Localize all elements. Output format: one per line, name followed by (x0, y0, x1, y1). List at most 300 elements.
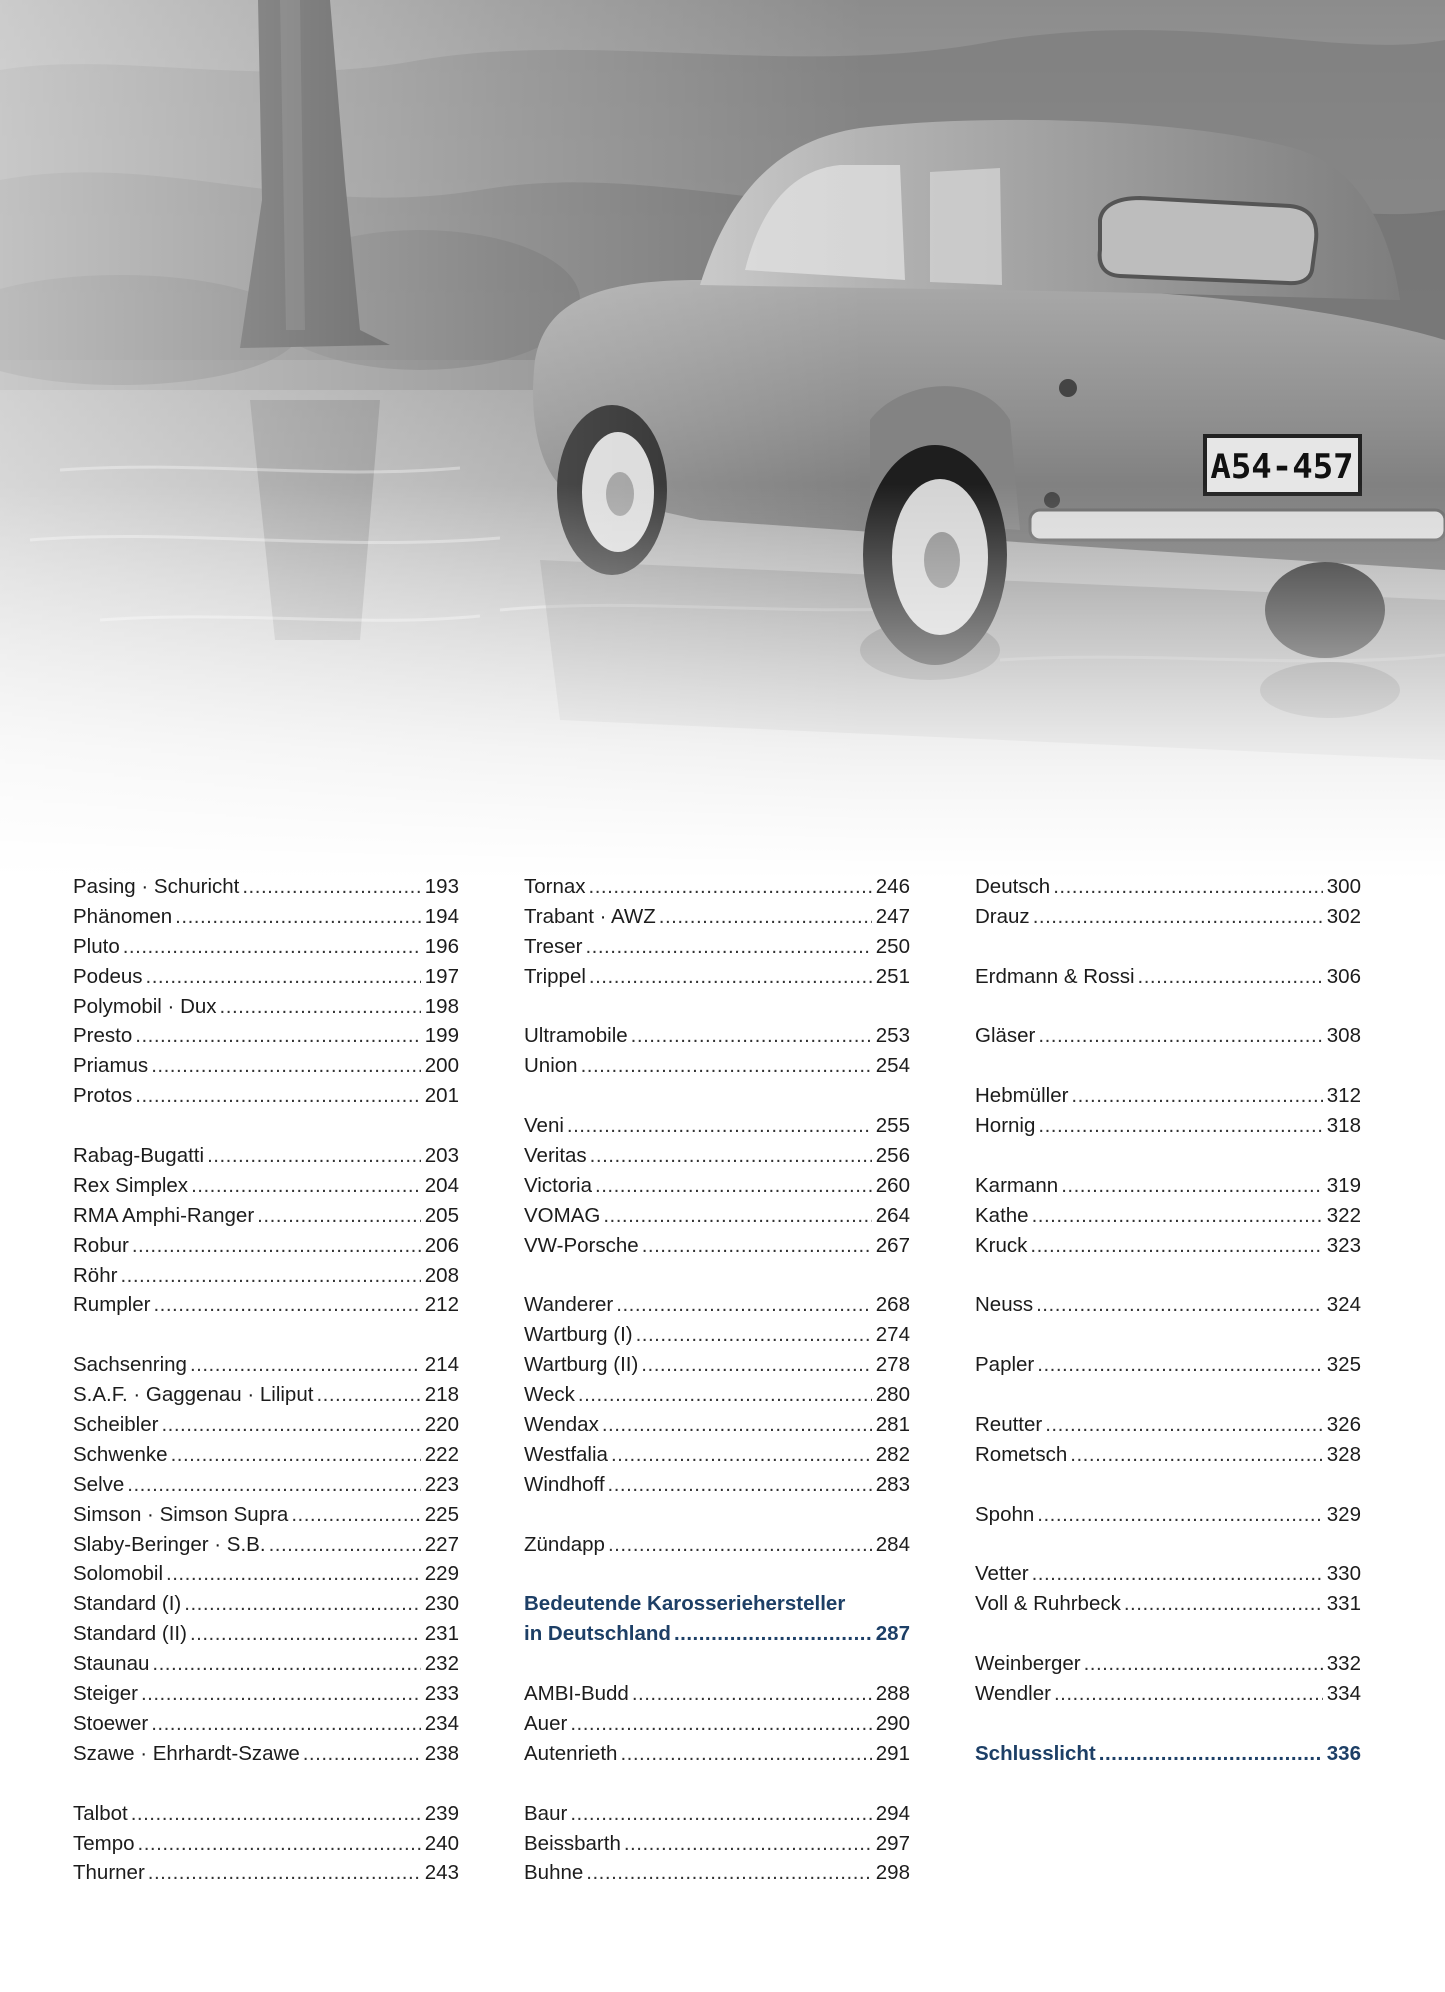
toc-entry-name: Stoewer (73, 1711, 149, 1735)
toc-entry-page: 278 (875, 1353, 910, 1377)
toc-entry-page: 200 (424, 1054, 459, 1078)
toc-spacer (975, 1380, 1361, 1410)
toc-entry-name: Schwenke (73, 1442, 168, 1466)
toc-entry-page: 268 (875, 1293, 910, 1317)
toc-entry (73, 1589, 459, 1619)
toc-entry-page: 260 (875, 1173, 910, 1197)
toc-entry (975, 1081, 1361, 1111)
toc-leader-dots (171, 1440, 421, 1470)
toc-entry-page: 238 (424, 1741, 459, 1765)
toc-leader-dots (602, 1410, 872, 1440)
toc-entry-page: 282 (875, 1442, 910, 1466)
toc-entry-page: 247 (875, 904, 910, 928)
toc-leader-dots (242, 872, 420, 902)
toc-entry (524, 1111, 910, 1141)
toc-entry (975, 1231, 1361, 1261)
toc-spacer (73, 1111, 459, 1141)
toc-spacer (975, 1619, 1361, 1649)
toc-spacer (524, 992, 910, 1022)
toc-leader-dots (589, 962, 872, 992)
toc-entry-page: 319 (1326, 1173, 1361, 1197)
toc-leader-dots (595, 1171, 872, 1201)
toc-leader-dots (586, 1858, 872, 1888)
toc-entry-name: Protos (73, 1084, 133, 1108)
toc-entry-name: Trabant · AWZ (524, 904, 656, 928)
toc-section-heading (524, 1589, 910, 1619)
toc-entry-name: Polymobil · Dux (73, 994, 217, 1018)
toc-entry-page: 287 (875, 1622, 910, 1646)
toc-entry (524, 1530, 910, 1560)
toc-entry (73, 1021, 459, 1051)
toc-leader-dots (151, 1709, 421, 1739)
toc-entry (73, 962, 459, 992)
toc-entry-page: 284 (875, 1532, 910, 1556)
toc-entry (524, 1470, 910, 1500)
toc-leader-dots (1037, 1500, 1323, 1530)
toc-leader-dots (269, 1530, 421, 1560)
toc-entry (975, 1440, 1361, 1470)
toc-entry-page: 243 (424, 1861, 459, 1885)
toc-leader-dots (1084, 1649, 1323, 1679)
toc-entry (73, 1350, 459, 1380)
toc-entry-page: 218 (424, 1383, 459, 1407)
toc-leader-dots (608, 1470, 872, 1500)
toc-entry (524, 1141, 910, 1171)
toc-leader-dots (151, 1051, 421, 1081)
toc-leader-dots (1124, 1589, 1323, 1619)
toc-entry (73, 1171, 459, 1201)
toc-entry (524, 1231, 910, 1261)
car-photo-illustration (0, 0, 1445, 880)
toc-entry-name: Hebmüller (975, 1084, 1069, 1108)
toc-entry-page: 300 (1326, 875, 1361, 898)
toc-entry-page: 322 (1326, 1203, 1361, 1227)
toc-entry-page: 206 (424, 1233, 459, 1257)
toc-entry-name: Steiger (73, 1682, 138, 1706)
toc-leader-dots (616, 1290, 872, 1320)
toc-spacer (524, 1081, 910, 1111)
toc-entry-page: 229 (424, 1562, 459, 1586)
toc-leader-dots (148, 1858, 421, 1888)
toc-entry-name: VOMAG (524, 1203, 601, 1227)
toc-entry-page: 334 (1326, 1682, 1361, 1706)
toc-leader-dots (152, 1649, 420, 1679)
toc-leader-dots (132, 1231, 421, 1261)
toc-entry (73, 1141, 459, 1171)
toc-entry-page: 214 (424, 1353, 459, 1377)
toc-entry (975, 1739, 1361, 1769)
toc-entry-name: Podeus (73, 964, 143, 988)
toc-entry (73, 1231, 459, 1261)
toc-leader-dots (190, 1350, 421, 1380)
toc-entry-name: Reutter (975, 1413, 1043, 1437)
toc-entry (73, 1440, 459, 1470)
toc-entry-page: 196 (424, 934, 459, 958)
toc-column-1 (73, 872, 459, 1888)
toc-entry (524, 1619, 910, 1649)
toc-entry (73, 1081, 459, 1111)
toc-entry-page: 253 (875, 1024, 910, 1048)
toc-entry (524, 1380, 910, 1410)
toc-entry-name: Bedeutende Karosseriehersteller (524, 1592, 846, 1616)
toc-entry-name: Thurner (73, 1861, 145, 1885)
toc-entry-page: 239 (424, 1801, 459, 1825)
toc-entry-page: 294 (875, 1801, 910, 1825)
toc-entry-page: 250 (875, 934, 910, 958)
toc-entry-name: Wendler (975, 1682, 1051, 1706)
toc-entry-page: 233 (424, 1682, 459, 1706)
toc-spacer (975, 1709, 1361, 1739)
toc-entry-page: 306 (1326, 964, 1361, 988)
toc-leader-dots (611, 1440, 872, 1470)
toc-entry-page: 240 (424, 1831, 459, 1855)
toc-spacer (975, 1320, 1361, 1350)
toc-entry (73, 902, 459, 932)
toc-entry (73, 1201, 459, 1231)
toc-entry-page: 331 (1326, 1592, 1361, 1616)
toc-entry (975, 1500, 1361, 1530)
toc-spacer (975, 1051, 1361, 1081)
toc-spacer (73, 1320, 459, 1350)
toc-entry-page: 193 (424, 875, 459, 898)
toc-entry-name: Neuss (975, 1293, 1034, 1317)
toc-entry (73, 1619, 459, 1649)
toc-entry-page: 274 (875, 1323, 910, 1347)
toc-entry-page: 204 (424, 1173, 459, 1197)
toc-leader-dots (141, 1679, 421, 1709)
toc-entry-name: Spohn (975, 1502, 1035, 1526)
toc-entry-page: 302 (1326, 904, 1361, 928)
toc-spacer (975, 1141, 1361, 1171)
toc-entry (975, 1559, 1361, 1589)
toc-entry (524, 1021, 910, 1051)
toc-entry-name: Presto (73, 1024, 133, 1048)
toc-entry-name: Beissbarth (524, 1831, 621, 1855)
toc-entry-name: VW-Porsche (524, 1233, 639, 1257)
toc-entry-page: 264 (875, 1203, 910, 1227)
toc-entry (73, 992, 459, 1022)
toc-entry (73, 1530, 459, 1560)
toc-entry-page: 326 (1326, 1413, 1361, 1437)
toc-entry-page: 290 (875, 1711, 910, 1735)
toc-entry-name: RMA Amphi-Ranger (73, 1203, 255, 1227)
toc-spacer (975, 1261, 1361, 1291)
toc-entry-name: Gläser (975, 1024, 1036, 1048)
toc-spacer (73, 1769, 459, 1799)
toc-entry-name: Kruck (975, 1233, 1028, 1257)
toc-entry (524, 1051, 910, 1081)
toc-leader-dots (120, 1261, 420, 1291)
toc-leader-dots (674, 1619, 872, 1649)
toc-entry-page: 246 (875, 875, 910, 898)
toc-leader-dots (175, 902, 421, 932)
toc-entry (73, 1290, 459, 1320)
toc-entry-page: 324 (1326, 1293, 1361, 1317)
toc-entry (73, 1410, 459, 1440)
toc-spacer (524, 1559, 910, 1589)
toc-spacer (524, 1649, 910, 1679)
toc-entry-name: Röhr (73, 1263, 118, 1287)
toc-entry (975, 1649, 1361, 1679)
toc-leader-dots (191, 1171, 421, 1201)
toc-entry-name: Talbot (73, 1801, 128, 1825)
toc-entry (975, 1679, 1361, 1709)
toc-entry-page: 312 (1326, 1084, 1361, 1108)
toc-entry-page: 298 (875, 1861, 910, 1885)
toc-entry-page: 283 (875, 1472, 910, 1496)
toc-entry (524, 1739, 910, 1769)
toc-entry-name: Karmann (975, 1173, 1059, 1197)
toc-entry (975, 872, 1361, 902)
toc-entry-name: Staunau (73, 1652, 150, 1676)
toc-entry (975, 962, 1361, 992)
toc-leader-dots (608, 1530, 872, 1560)
toc-entry-page: 329 (1326, 1502, 1361, 1526)
toc-entry-name: Weck (524, 1383, 575, 1407)
toc-entry-name: Auer (524, 1711, 568, 1735)
toc-entry (524, 1799, 910, 1829)
toc-entry-name: Phänomen (73, 904, 173, 928)
toc-entry-page: 254 (875, 1054, 910, 1078)
toc-entry-name: Treser (524, 934, 583, 958)
toc-leader-dots (620, 1739, 871, 1769)
toc-entry (524, 872, 910, 902)
toc-entry (73, 1470, 459, 1500)
toc-entry-page: 203 (424, 1144, 459, 1168)
toc-entry-name: in Deutschland (524, 1622, 671, 1646)
toc-entry-page: 220 (424, 1413, 459, 1437)
toc-entry (975, 902, 1361, 932)
toc-entry-page: 288 (875, 1682, 910, 1706)
toc-entry-name: Rex Simplex (73, 1173, 189, 1197)
toc-entry (524, 1320, 910, 1350)
toc-entry (73, 872, 459, 902)
toc-entry (73, 1559, 459, 1589)
toc-entry (73, 1261, 459, 1291)
toc-leader-dots (1036, 1290, 1323, 1320)
toc-entry-name: Simson · Simson Supra (73, 1502, 289, 1526)
toc-entry-page: 212 (424, 1293, 459, 1317)
toc-entry (524, 962, 910, 992)
toc-entry-page: 199 (424, 1024, 459, 1048)
toc-leader-dots (570, 1799, 871, 1829)
toc-leader-dots (642, 1231, 872, 1261)
toc-entry-page: 194 (424, 904, 459, 928)
toc-entry-name: Standard (I) (73, 1592, 182, 1616)
toc-entry-page: 308 (1326, 1024, 1361, 1048)
toc-entry-name: Rometsch (975, 1442, 1068, 1466)
toc-entry (73, 1051, 459, 1081)
toc-leader-dots (1032, 1559, 1323, 1589)
toc-spacer (975, 932, 1361, 962)
toc-leader-dots (161, 1410, 420, 1440)
toc-leader-dots (567, 1111, 872, 1141)
toc-leader-dots (166, 1559, 421, 1589)
toc-entry-name: Vetter (975, 1562, 1029, 1586)
toc-entry (73, 1649, 459, 1679)
toc-leader-dots (641, 1350, 871, 1380)
toc-entry-page: 336 (1326, 1741, 1361, 1765)
toc-leader-dots (589, 872, 872, 902)
toc-leader-dots (127, 1470, 421, 1500)
toc-entry-name: Victoria (524, 1173, 592, 1197)
toc-leader-dots (581, 1051, 872, 1081)
toc-entry (975, 1201, 1361, 1231)
toc-entry-page: 291 (875, 1741, 910, 1765)
toc-entry-name: Hornig (975, 1114, 1036, 1138)
toc-entry-page: 225 (424, 1502, 459, 1526)
toc-entry (975, 1290, 1361, 1320)
toc-entry-name: Pluto (73, 934, 120, 958)
toc-entry-name: Standard (II) (73, 1622, 187, 1646)
toc-leader-dots (624, 1829, 872, 1859)
toc-entry-page: 255 (875, 1114, 910, 1138)
toc-entry-page: 280 (875, 1383, 910, 1407)
toc-entry-page: 222 (424, 1442, 459, 1466)
toc-entry (524, 1829, 910, 1859)
toc-entry-name: Robur (73, 1233, 129, 1257)
toc-leader-dots (303, 1739, 421, 1769)
toc-entry-page: 234 (424, 1711, 459, 1735)
toc-entry-name: Ultramobile (524, 1024, 628, 1048)
toc-entry-page: 297 (875, 1831, 910, 1855)
toc-leader-dots (636, 1320, 872, 1350)
toc-entry-name: Baur (524, 1801, 568, 1825)
toc-entry-name: Pasing · Schuricht (73, 875, 240, 898)
toc-entry-name: Autenrieth (524, 1741, 618, 1765)
toc-leader-dots (184, 1589, 421, 1619)
toc-spacer (524, 1500, 910, 1530)
toc-entry (73, 1829, 459, 1859)
toc-entry-name: Zündapp (524, 1532, 605, 1556)
toc-entry (73, 1709, 459, 1739)
toc-leader-dots (190, 1619, 421, 1649)
toc-entry-name: Kathe (975, 1203, 1029, 1227)
toc-entry (73, 1679, 459, 1709)
toc-leader-dots (138, 1829, 421, 1859)
toc-entry-name: Szawe · Ehrhardt-Szawe (73, 1741, 300, 1765)
toc-entry-page: 201 (424, 1084, 459, 1108)
toc-leader-dots (1030, 1231, 1322, 1261)
toc-leader-dots (570, 1709, 871, 1739)
toc-leader-dots (1071, 1081, 1322, 1111)
toc-column-3 (975, 872, 1361, 1769)
toc-leader-dots (590, 1141, 872, 1171)
toc-entry-page: 223 (424, 1472, 459, 1496)
toc-leader-dots (1099, 1739, 1323, 1769)
toc-leader-dots (291, 1500, 420, 1530)
toc-spacer (975, 1530, 1361, 1560)
toc-leader-dots (1061, 1171, 1323, 1201)
toc-leader-dots (1070, 1440, 1323, 1470)
toc-entry-name: Schlusslicht (975, 1741, 1096, 1765)
toc-entry (524, 1410, 910, 1440)
toc-column-2 (524, 872, 910, 1888)
toc-entry (524, 1201, 910, 1231)
toc-entry-name: Priamus (73, 1054, 149, 1078)
toc-entry-page: 251 (875, 964, 910, 988)
toc-entry (524, 902, 910, 932)
toc-entry-name: Rumpler (73, 1293, 151, 1317)
toc-entry-page: 232 (424, 1652, 459, 1676)
toc-leader-dots (146, 962, 421, 992)
toc-entry-name: Veni (524, 1114, 564, 1138)
toc-entry-page: 205 (424, 1203, 459, 1227)
toc-entry-name: Voll & Ruhrbeck (975, 1592, 1121, 1616)
toc-entry (524, 1171, 910, 1201)
toc-entry (975, 1350, 1361, 1380)
toc-entry (975, 1111, 1361, 1141)
toc-entry (975, 1410, 1361, 1440)
toc-leader-dots (1138, 962, 1323, 992)
toc-entry-page: 230 (424, 1592, 459, 1616)
toc-leader-dots (1038, 1111, 1322, 1141)
toc-leader-dots (1053, 872, 1323, 902)
toc-entry-page: 328 (1326, 1442, 1361, 1466)
toc-leader-dots (603, 1201, 871, 1231)
toc-entry-page: 318 (1326, 1114, 1361, 1138)
toc-leader-dots (1037, 1350, 1323, 1380)
toc-leader-dots (207, 1141, 421, 1171)
toc-spacer (524, 1769, 910, 1799)
toc-entry-page: 267 (875, 1233, 910, 1257)
toc-entry (524, 932, 910, 962)
toc-spacer (524, 1261, 910, 1291)
toc-entry-name: Selve (73, 1472, 125, 1496)
toc-leader-dots (1033, 902, 1323, 932)
toc-entry-name: Deutsch (975, 875, 1051, 898)
toc-leader-dots (1032, 1201, 1323, 1231)
toc-leader-dots (257, 1201, 421, 1231)
toc-entry-page: 281 (875, 1413, 910, 1437)
toc-entry-name: Buhne (524, 1861, 584, 1885)
toc-entry-name: Union (524, 1054, 578, 1078)
toc-leader-dots (316, 1380, 420, 1410)
toc-entry (524, 1679, 910, 1709)
toc-entry-name: Tornax (524, 875, 586, 898)
toc-entry-name: Wendax (524, 1413, 599, 1437)
toc-entry (73, 1739, 459, 1769)
toc-entry-page: 208 (424, 1263, 459, 1287)
toc-leader-dots (631, 1021, 872, 1051)
toc-entry-name: Sachsenring (73, 1353, 187, 1377)
toc-entry-name: Slaby-Beringer · S.B. (73, 1532, 266, 1556)
toc-leader-dots (131, 1799, 421, 1829)
toc-entry-name: Wartburg (II) (524, 1353, 639, 1377)
header-photo (0, 0, 1445, 880)
toc-entry-page: 256 (875, 1144, 910, 1168)
toc-leader-dots (1038, 1021, 1322, 1051)
toc-entry (73, 1500, 459, 1530)
toc-leader-dots (1054, 1679, 1323, 1709)
toc-leader-dots (220, 992, 421, 1022)
toc-entry (975, 1021, 1361, 1051)
toc-entry (73, 1380, 459, 1410)
toc-leader-dots (632, 1679, 872, 1709)
toc-entry-name: Windhoff (524, 1472, 605, 1496)
toc-spacer (975, 992, 1361, 1022)
toc-entry-name: Solomobil (73, 1562, 164, 1586)
toc-entry-name: Erdmann & Rossi (975, 964, 1135, 988)
toc-entry-name: Veritas (524, 1144, 587, 1168)
toc-entry (73, 932, 459, 962)
toc-entry-name: S.A.F. · Gaggenau · Liliput (73, 1383, 314, 1407)
toc-entry (73, 1858, 459, 1888)
toc-leader-dots (135, 1081, 421, 1111)
toc-leader-dots (153, 1290, 420, 1320)
toc-entry-page: 227 (424, 1532, 459, 1556)
toc-leader-dots (585, 932, 871, 962)
